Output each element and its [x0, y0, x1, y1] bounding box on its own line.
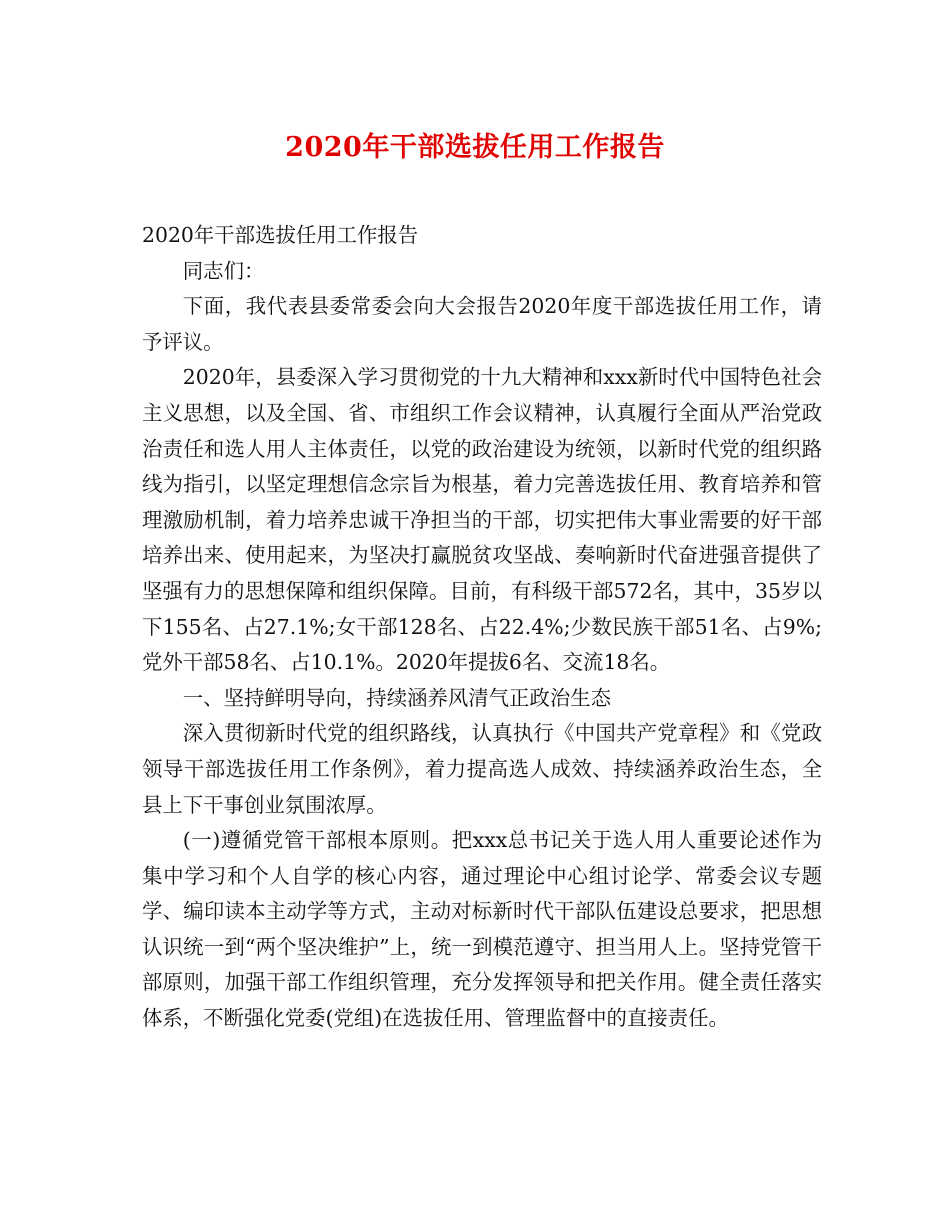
paragraph-intro: 下面，我代表县委常委会向大会报告2020年度干部选拔任用工作，请予评议。 [142, 294, 822, 354]
paragraph-overview: 2020年，县委深入学习贯彻党的十九大精神和xxx新时代中国特色社会主义思想，以及全国、省、市组织工作会议精神，认真履行全面从严治党政治责任和选人用人主体责任，以党的政治建设为统领，以新时代党的组织路线为指引，以坚定理想信念宗旨为根基，着力完善选拔任用、教育培养和管理激励机制，着力培养忠诚干净担当的干部，切实把伟大事业需要的好干部培养出来、使用起来，为坚决打赢脱贫攻坚战、奏响新时代奋进强音提供了坚强有力的思想保障和组织保障。目前，有科级干部572名，其中，35岁以下155名、占27.1%;女干部128名、占22.4%;少数民族干部51名、占9%;党外干部58名、占10.1%。2020年提拔6名、交流18名。 [142, 365, 822, 675]
document-body [142, 218, 822, 1037]
paragraph-subsection-1: (一)遵循党管干部根本原则。把xxx总书记关于选人用人重要论述作为集中学习和个人自学的核心内容，通过理论中心组讨论学、常委会议专题学、编印读本主动学等方式，主动对标新时代干部队伍建设总要求，把思想认识统一到“两个坚决维护”上，统一到模范遵守、担当用人上。坚持党管干部原则，加强干部工作组织管理，充分发挥领导和把关作用。健全责任落实体系，不断强化党委(党组)在选拔任用、管理监督中的直接责任。 [142, 828, 822, 1031]
paragraph-section-1: 深入贯彻新时代党的组织路线，认真执行《中国共产党章程》和《党政领导干部选拔任用工作条例》，着力提高选人成效、持续涵养政治生态，全县上下干事创业氛围浓厚。 [142, 721, 822, 817]
salutation: 同志们： [182, 258, 265, 283]
section-heading-1: 一、坚持鲜明导向，持续涵养风清气正政治生态 [182, 685, 611, 710]
document-title: 2020年干部选拔任用工作报告 [285, 132, 665, 163]
body-heading-line: 2020年干部选拔任用工作报告 [142, 223, 419, 247]
